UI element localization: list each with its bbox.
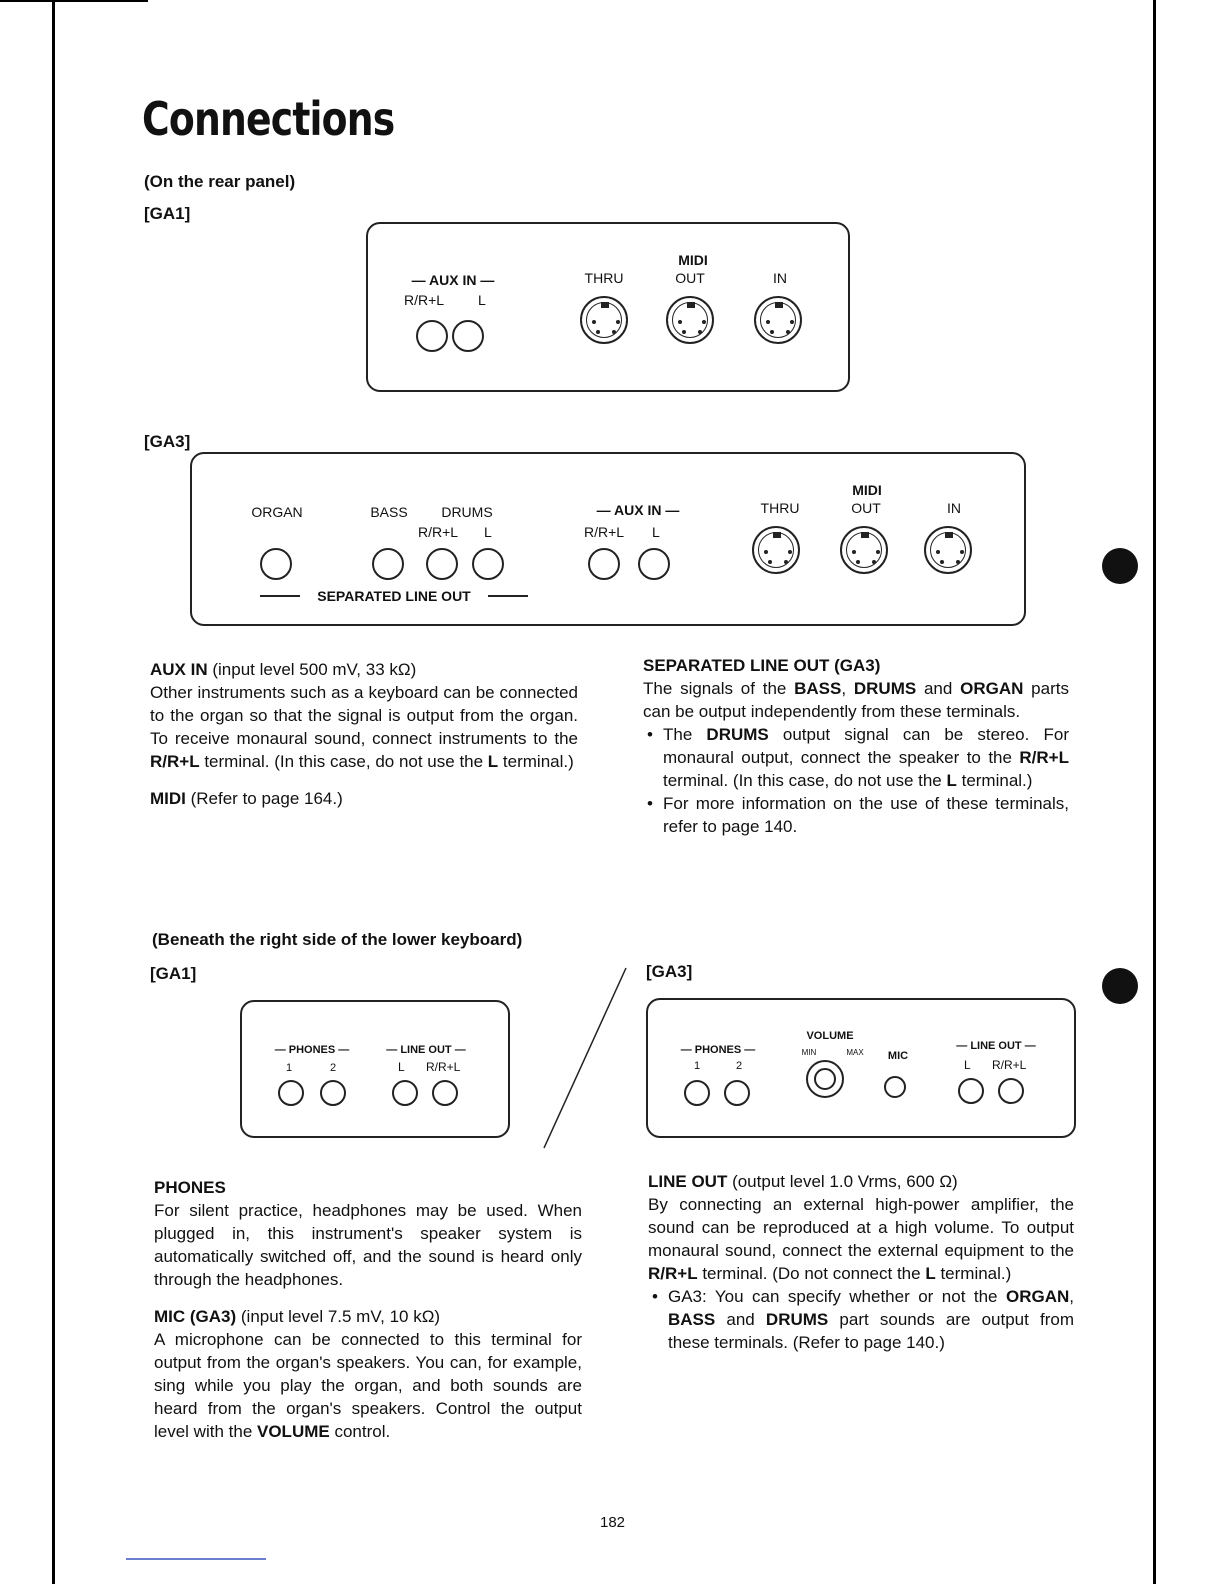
- beneath-heading: (Beneath the right side of the lower keyboard): [152, 930, 523, 949]
- separated-line-out-section: [643, 654, 1069, 838]
- phones-mic-section: [154, 1176, 582, 1443]
- separated-rule-right: [488, 595, 528, 597]
- ga1-beneath-label: [GA1]: [150, 964, 197, 983]
- ga3-thru-label: THRU: [760, 500, 800, 516]
- ga3-line-out-l-symbol: L: [964, 1058, 971, 1072]
- bottom-rule: [126, 1558, 266, 1560]
- sep-bullet-2: • For more information on the use of these terminals, refer to page 140.: [643, 792, 1069, 838]
- midi-title: MIDI: [150, 789, 186, 808]
- line-out-l: L: [925, 1264, 936, 1283]
- line-out-section: [648, 1170, 1074, 1354]
- ga3-aux-l-symbol: L: [652, 524, 660, 540]
- aux-in-spec: (input level 500 mV, 33 kΩ): [207, 660, 417, 679]
- sep-bass: BASS: [794, 679, 842, 698]
- aux-in-label: — AUX IN —: [411, 272, 495, 288]
- ga3-midi-thru-port[interactable]: [752, 526, 800, 574]
- ga3-beneath-panel: [646, 998, 1076, 1138]
- ga3-phones-2-jack[interactable]: [724, 1080, 750, 1106]
- separated-rule-left: [260, 595, 300, 597]
- aux-rl-symbol: R/R+L: [404, 292, 445, 308]
- aux-in-section: [150, 658, 578, 810]
- phones-title: PHONES: [154, 1178, 226, 1197]
- ga3-midi-out-port[interactable]: [840, 526, 888, 574]
- ga3-aux-in-label: — AUX IN —: [596, 502, 680, 518]
- ga3-midi-label: MIDI: [852, 482, 882, 498]
- mic-title: MIC (GA3): [154, 1307, 237, 1326]
- line-out-title: LINE OUT: [648, 1172, 728, 1191]
- mic-body-2: control.: [329, 1422, 391, 1441]
- sep-drums: DRUMS: [853, 679, 917, 698]
- sep-and: and: [916, 679, 961, 698]
- sep-body-2: parts can be output independently from these terminals.: [643, 679, 1069, 721]
- drums-rl-symbol: R/R+L: [418, 524, 459, 540]
- sep-bullet-1: • The DRUMS output signal can be stereo. For monaural output, connect the speaker to the R/R+L terminal. (In this case, do not use the L terminal.): [643, 723, 1069, 792]
- ga3-phones-2-label: 2: [735, 1060, 743, 1072]
- midi-reference: (Refer to page 164.): [185, 789, 343, 808]
- line-out-label: — LINE OUT —: [386, 1044, 466, 1056]
- aux-in-body-2: terminal. (In this case, do not use the: [199, 752, 488, 771]
- ga3-line-out-rl-jack[interactable]: [998, 1078, 1024, 1104]
- organ-out-jack[interactable]: [260, 548, 292, 580]
- midi-label: MIDI: [678, 252, 708, 268]
- ga3-rear-panel: [190, 452, 1026, 626]
- midi-out-port[interactable]: [666, 296, 714, 344]
- ga3-out-label: OUT: [851, 500, 881, 516]
- ga3-phones-label: — PHONES —: [680, 1044, 756, 1056]
- line-out-body-3: terminal.): [935, 1264, 1012, 1283]
- ga3-midi-in-port[interactable]: [924, 526, 972, 574]
- phones-body: For silent practice, headphones may be used. When plugged in, this instrument's speaker system is automatically switched off, and the sound is heard only through the headphones.: [154, 1201, 582, 1289]
- ga1-rear-label: [GA1]: [144, 204, 191, 223]
- aux-l-symbol: L: [478, 292, 486, 308]
- aux-in-rl-jack[interactable]: [416, 320, 448, 352]
- line-out-rl: R/R+L: [648, 1264, 698, 1283]
- phones-2-label: 2: [329, 1062, 337, 1074]
- ga3-rear-label: [GA3]: [144, 432, 191, 451]
- mic-spec: (input level 7.5 mV, 10 kΩ): [236, 1307, 441, 1326]
- bass-label: BASS: [370, 504, 408, 520]
- phones-1-jack[interactable]: [278, 1080, 304, 1106]
- mic-jack[interactable]: [884, 1076, 906, 1098]
- divider-slash: [540, 966, 630, 1150]
- phones-1-label: 1: [285, 1062, 293, 1074]
- aux-in-body: Other instruments such as a keyboard can be connected to the organ so that the signal is output from the organ. To receive monaural sound, connect instruments to the: [150, 683, 578, 748]
- thru-label: THRU: [584, 270, 624, 286]
- binder-hole-marker: [1102, 968, 1138, 1004]
- sep-comma: ,: [841, 679, 854, 698]
- line-out-l-jack[interactable]: [392, 1080, 418, 1106]
- volume-min-label: MIN: [801, 1048, 817, 1057]
- midi-in-port[interactable]: [754, 296, 802, 344]
- separated-title: SEPARATED LINE OUT (GA3): [643, 656, 881, 675]
- in-label: IN: [773, 270, 787, 286]
- drums-l-symbol: L: [484, 524, 492, 540]
- drums-rl-out-jack[interactable]: [426, 548, 458, 580]
- ga3-phones-1-label: 1: [693, 1060, 701, 1072]
- line-out-spec: (output level 1.0 Vrms, 600 Ω): [727, 1172, 958, 1191]
- volume-max-label: MAX: [846, 1048, 864, 1057]
- ga3-line-out-label: — LINE OUT —: [956, 1040, 1036, 1052]
- sep-organ: ORGAN: [960, 679, 1024, 698]
- aux-in-rl: R/R+L: [150, 752, 200, 771]
- phones-2-jack[interactable]: [320, 1080, 346, 1106]
- aux-in-l: L: [487, 752, 499, 771]
- aux-in-body-3: terminal.): [498, 752, 574, 771]
- line-out-body-2: terminal. (Do not connect the: [697, 1264, 926, 1283]
- mic-body: A microphone can be connected to this terminal for output from the organ's speakers. You can, for example, sing while you play the organ, and both sounds are heard from the organ's speakers. Control the output level with the: [154, 1330, 582, 1441]
- drums-l-out-jack[interactable]: [472, 548, 504, 580]
- out-label: OUT: [675, 270, 705, 286]
- line-out-rl-jack[interactable]: [432, 1080, 458, 1106]
- ga1-beneath-panel: [240, 1000, 510, 1138]
- ga3-aux-rl-jack[interactable]: [588, 548, 620, 580]
- aux-in-title: AUX IN: [150, 660, 208, 679]
- midi-thru-port[interactable]: [580, 296, 628, 344]
- page-number: 182: [600, 1514, 626, 1531]
- mic-label: MIC: [887, 1050, 909, 1062]
- ga3-aux-rl-symbol: R/R+L: [584, 524, 625, 540]
- aux-in-l-jack[interactable]: [452, 320, 484, 352]
- line-out-l-symbol: L: [398, 1060, 405, 1074]
- organ-label: ORGAN: [251, 504, 303, 520]
- ga3-aux-l-jack[interactable]: [638, 548, 670, 580]
- rear-panel-heading: (On the rear panel): [144, 172, 296, 191]
- ga3-line-out-rl-symbol: R/R+L: [992, 1058, 1027, 1072]
- bass-out-jack[interactable]: [372, 548, 404, 580]
- ga3-phones-1-jack[interactable]: [684, 1080, 710, 1106]
- separated-line-out-label: SEPARATED LINE OUT: [317, 588, 471, 604]
- volume-knob[interactable]: [806, 1060, 844, 1098]
- phones-label: — PHONES —: [274, 1044, 350, 1056]
- top-rule: [0, 0, 148, 2]
- drums-label: DRUMS: [441, 504, 493, 520]
- sep-body: The signals of the: [643, 679, 795, 698]
- ga3-in-label: IN: [947, 500, 961, 516]
- line-out-bullet: • GA3: You can specify whether or not the ORGAN, BASS and DRUMS part sounds are output from these terminals. (Refer to page 140.): [648, 1285, 1074, 1354]
- ga3-line-out-l-jack[interactable]: [958, 1078, 984, 1104]
- line-out-body: By connecting an external high-power amplifier, the sound can be reproduced at a high volume. To output monaural sound, connect the external equipment to the: [648, 1195, 1074, 1260]
- binder-hole-marker: [1102, 548, 1138, 584]
- volume-label: VOLUME: [806, 1030, 854, 1042]
- line-out-rl-symbol: R/R+L: [426, 1060, 461, 1074]
- ga1-rear-panel: [366, 222, 850, 392]
- mic-volume: VOLUME: [257, 1422, 330, 1441]
- page-title: Connections: [142, 92, 395, 146]
- ga3-beneath-label: [GA3]: [646, 962, 693, 981]
